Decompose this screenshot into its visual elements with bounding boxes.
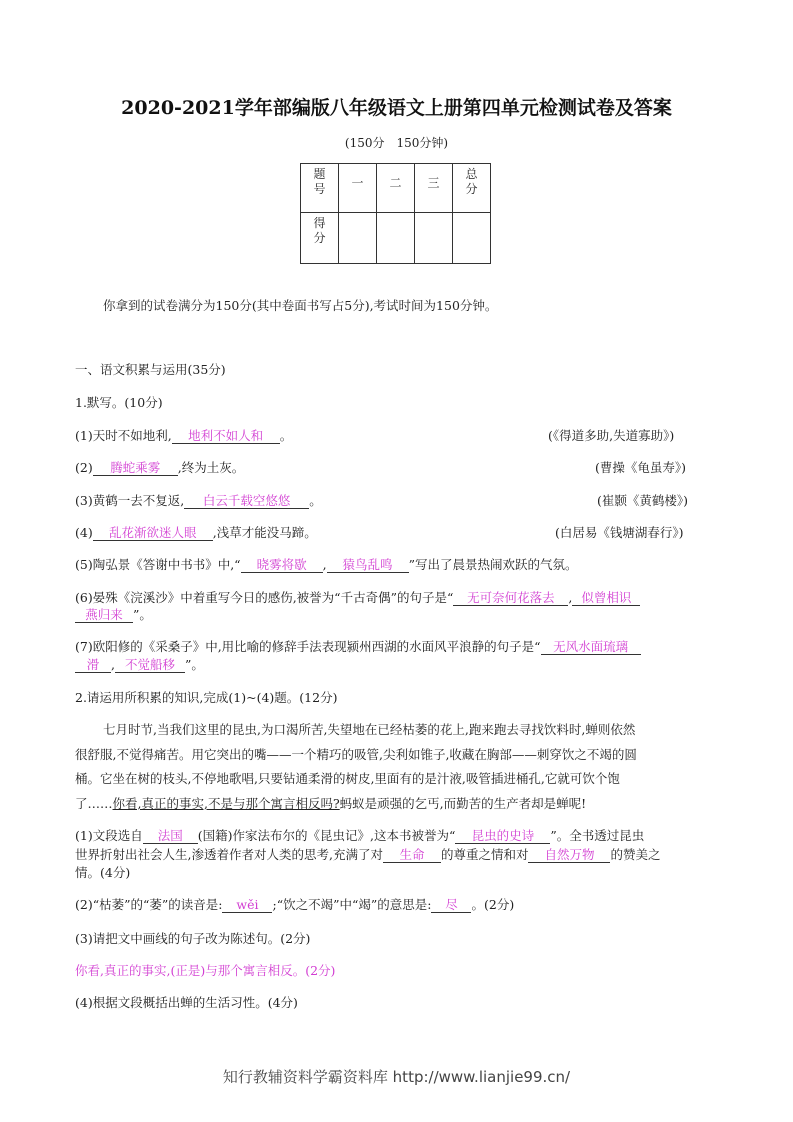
underlined-sentence: 你看,真正的事实,不是与那个寓言相反吗? [112,796,340,811]
fill-item: (4) 乱花渐欲迷人眼 ,浅草才能没马蹄。 [75,525,317,540]
passage-line: 很舒服,不觉得痛苦。用它突出的嘴——一个精巧的吸管,尖利如锥子,收藏在胸部——刺穿饮之不竭的圆 [75,747,637,762]
source-citation: (曹操《龟虽寿》) [595,460,687,475]
score-table-header-cell: 三 [415,164,453,213]
fill-item-cont: 滑 , 不觉船移 ”。 [75,656,204,673]
passage-line: 七月时节,当我们这里的昆虫,为口渴所苦,失望地在已经枯萎的花上,跑来跑去寻找饮料时,蝉则依然 [103,722,636,737]
answer-blank: 昆虫的史诗 [455,828,550,844]
answer-blank: 生命 [383,847,441,863]
answer-blank: 自然万物 [528,847,610,863]
answer-blank: 尽 [431,897,471,913]
fill-item: (3)黄鹤一去不复返, 白云千载空悠悠 。 [75,493,322,508]
fill-item: (1)天时不如地利, 地利不如人和 。 [75,428,293,443]
answer-blank: 无风水面琉璃 [541,639,641,655]
passage-line: 了……你看,真正的事实,不是与那个寓言相反吗?蚂蚁是顽强的乞丐,而勤苦的生产者却是蝉呢! [75,796,587,811]
sub-question: (1)文段选自 法国 (国籍)作家法布尔的《昆虫记》,这本书被誉为“ 昆虫的史诗 ”。全书透过昆虫 [75,828,645,843]
fill-item: (2) 腾蛇乘雾 ,终为土灰。 [75,460,245,475]
score-table-header-cell: 总分 [453,164,491,213]
question-heading: 1.默写。(10分) [75,395,163,410]
answer-blank: 白云千载空悠悠 [184,493,309,509]
sub-question: (3)请把文中画线的句子改为陈述句。(2分) [75,931,311,946]
score-cell [339,213,377,264]
answer-blank: 晓雾将歇 [241,557,323,573]
score-table-header-cell: 一 [339,164,377,213]
answer-blank: 不觉船移 [115,657,185,673]
score-table-row-label: 得分 [301,213,339,264]
fill-item-cont: 燕归来 ”。 [75,606,152,623]
sub-question: (2)“枯萎”的“萎”的读音是: wěi ;“饮之不竭”中“竭”的意思是: 尽 。(2分) [75,897,515,912]
answer-blank: 无可奈何花落去 [453,590,568,606]
answer-blank: 滑 [75,657,111,673]
score-cell [453,213,491,264]
answer-blank: 似曾相识 [572,590,640,606]
source-citation: (崔颢《黄鹤楼》) [597,493,689,508]
fill-item: (7)欧阳修的《采桑子》中,用比喻的修辞手法表现颍州西湖的水面风平浪静的句子是“ 无风水面琉璃 [75,638,641,655]
intro-text: 你拿到的试卷满分为150分(其中卷面书写占5分),考试时间为150分钟。 [103,298,498,313]
footer-watermark: 知行教辅资料学霸资料库 http://www.lianjie99.cn/ [222,1068,571,1086]
fill-item: (5)陶弘景《答谢中书书》中,“ 晓雾将歇 , 猿鸟乱鸣 ”写出了晨景热闹欢跃的气氛。 [75,557,578,572]
sub-question: 情。(4分) [75,865,131,880]
answer-blank: 猿鸟乱鸣 [327,557,409,573]
exam-meta: (150分 150分钟) [344,136,449,150]
score-table [300,163,491,264]
score-table-header-cell: 题号 [301,164,339,213]
score-table-header-cell: 二 [377,164,415,213]
score-cell [377,213,415,264]
answer-blank: 地利不如人和 [172,428,280,444]
source-citation: (白居易《钱塘湖春行》) [555,525,684,540]
score-cell [415,213,453,264]
sub-question: (4)根据文段概括出蝉的生活习性。(4分) [75,995,298,1010]
source-citation: (《得道多助,失道寡助》) [548,428,675,443]
page-title: 2020-2021学年部编版八年级语文上册第四单元检测试卷及答案 [121,97,672,119]
question-heading: 2.请运用所积累的知识,完成(1)~(4)题。(12分) [75,690,338,705]
answer-text: 你看,真正的事实,(正是)与那个寓言相反。(2分) [75,963,336,978]
passage-line: 桶。它坐在树的枝头,不停地歌唱,只要钻通柔滑的树皮,里面有的是汁液,吸管插进桶孔,它就可饮个饱 [75,771,620,786]
answer-blank: 法国 [143,828,198,844]
section-heading: 一、语文积累与运用(35分) [75,362,226,377]
answer-blank: 燕归来 [75,607,133,623]
answer-blank: 腾蛇乘雾 [93,460,178,476]
answer-blank: wěi [222,897,272,913]
fill-item: (6)晏殊《浣溪沙》中着重写今日的感伤,被誉为“千古奇偶”的句子是“ 无可奈何花落去 , 似曾相识 [75,589,640,606]
sub-question: 世界折射出社会人生,渗透着作者对人类的思考,充满了对 生命 的尊重之情和对 自然万物 的赞美之 [75,847,661,862]
answer-blank: 乱花渐欲迷人眼 [93,525,213,541]
